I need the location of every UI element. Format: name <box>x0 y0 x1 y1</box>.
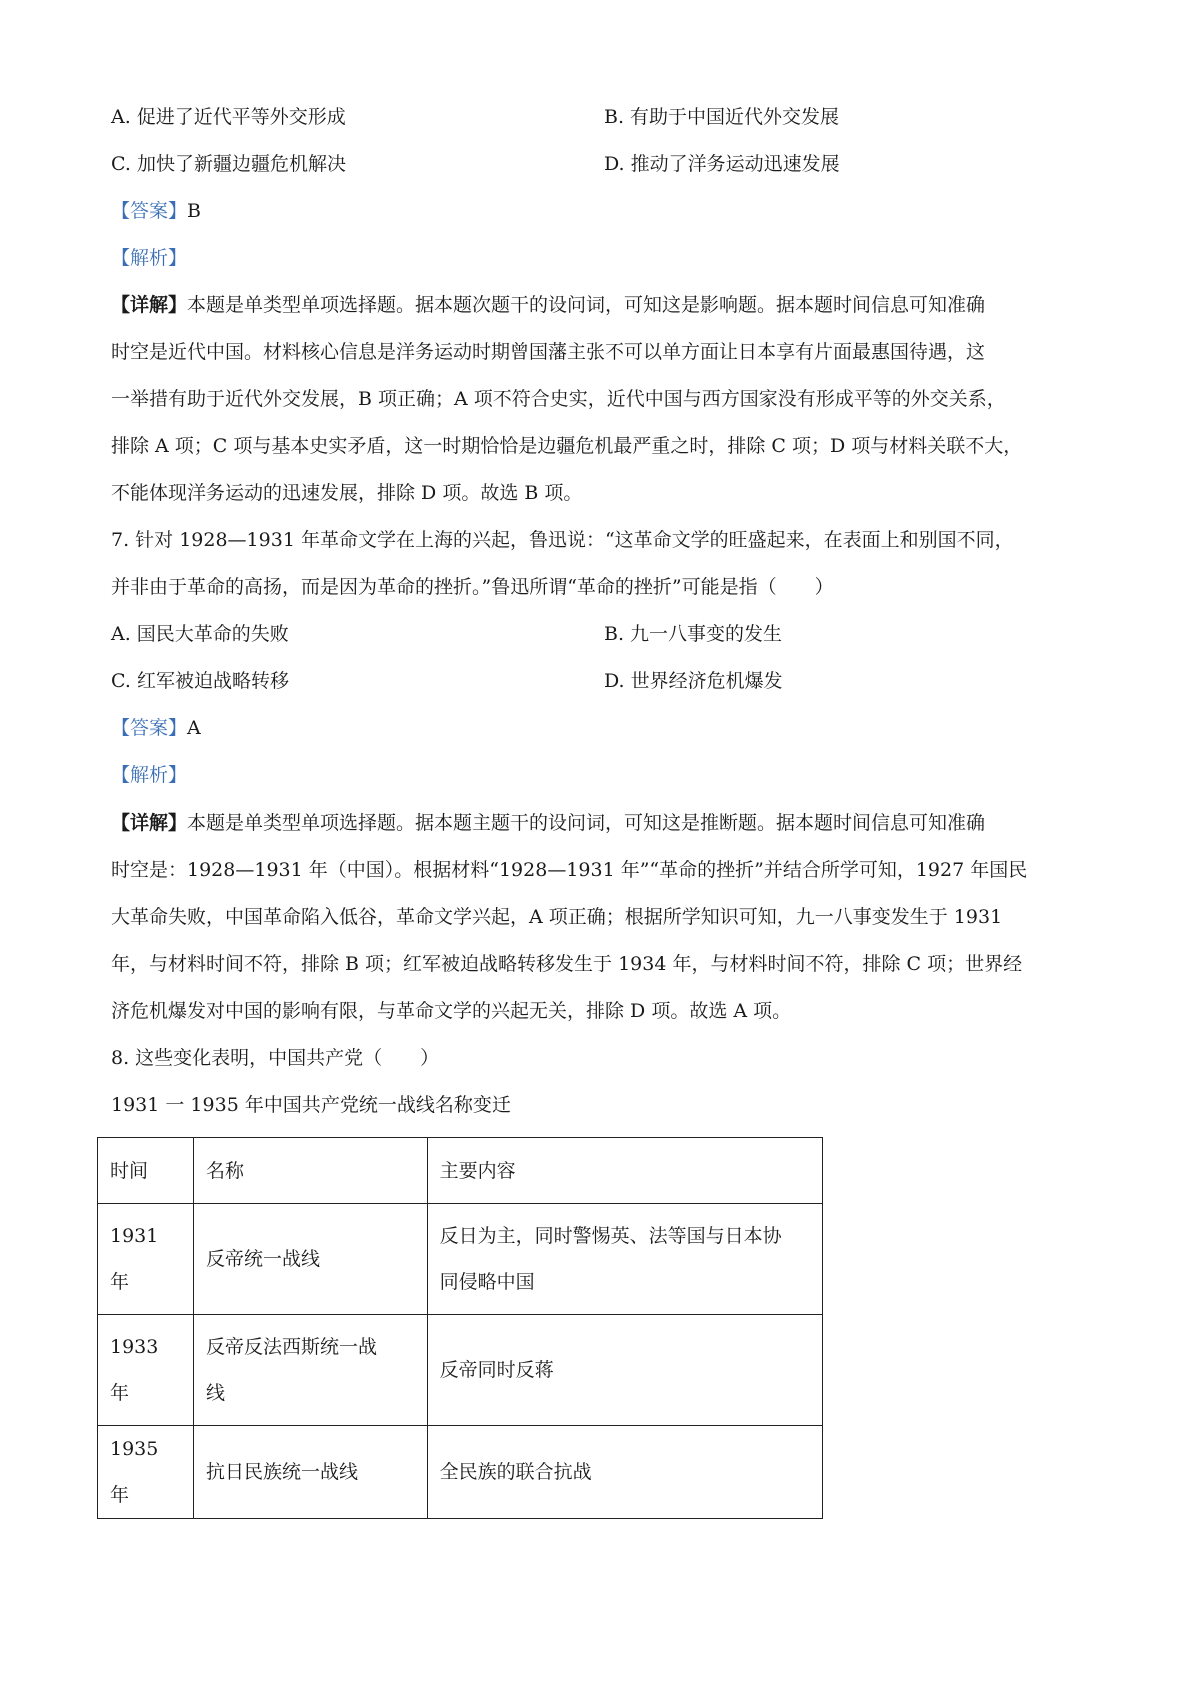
q7-option-d: D. 世界经济危机爆发 <box>604 670 783 692</box>
q6-answer <box>111 196 201 226</box>
answer-value: A <box>187 717 201 739</box>
detail-tag: 【详解】 <box>111 294 188 316</box>
name-line: 反帝反法西斯统一战 <box>205 1336 377 1358</box>
answer-tag: 【答案】 <box>111 200 188 222</box>
table-cell-name <box>193 1315 427 1426</box>
q7-answer <box>111 713 201 743</box>
q7-stem-line-2: 并非由于革命的高扬，而是因为革命的挫折。”鲁迅所谓“革命的挫折”可能是指（ ） <box>111 576 834 598</box>
q6-detail-line-1 <box>111 290 1101 320</box>
q6-detail-line-2: 时空是近代中国。材料核心信息是洋务运动时期曾国藩主张不可以单方面让日本享有片面最惠国待遇，这 <box>111 341 986 363</box>
q8-table-caption: 1931 一 1935 年中国共产党统一战线名称变迁 <box>111 1094 511 1116</box>
q6-analysis-heading <box>111 243 187 273</box>
q6-option-b: B. 有助于中国近代外交发展 <box>604 106 840 128</box>
content-line: 反日为主，同时警惕英、法等国与日本协 <box>439 1225 782 1247</box>
table-cell-time: 1931 年 <box>98 1204 194 1315</box>
detail-text: 本题是单类型单项选择题。据本题次题干的设问词，可知这是影响题。据本题时间信息可知准确 <box>187 294 986 316</box>
content-line: 同侵略中国 <box>439 1271 535 1293</box>
table-header-cell: 主要内容 <box>427 1138 822 1204</box>
table-row <box>98 1426 823 1519</box>
q6-option-c: C. 加快了新疆边疆危机解决 <box>111 153 346 175</box>
q7-detail-line-5: 济危机爆发对中国的影响有限，与革命文学的兴起无关，排除 D 项。故选 A 项。 <box>111 1000 792 1022</box>
q7-analysis-heading <box>111 760 187 790</box>
q7-stem-line-1: 7. 针对 1928—1931 年革命文学在上海的兴起，鲁迅说：“这革命文学的旺盛起来，在表面上和别国不同， <box>111 529 1014 551</box>
q7-detail-line-2: 时空是：1928—1931 年（中国）。根据材料“1928—1931 年”“革命的挫折”并结合所学可知，1927 年国民 <box>111 859 1028 881</box>
q7-detail-line-3: 大革命失败，中国革命陷入低谷，革命文学兴起，A 项正确；根据所学知识可知，九一八事变发生于 1931 <box>111 906 1003 928</box>
q7-option-c: C. 红军被迫战略转移 <box>111 670 289 692</box>
q6-detail-line-3: 一举措有助于近代外交发展，B 项正确；A 项不符合史实，近代中国与西方国家没有形成平等的外交关系， <box>111 388 1006 410</box>
table-row <box>98 1315 823 1426</box>
q6-option-d: D. 推动了洋务运动迅速发展 <box>604 153 840 175</box>
q7-detail-line-4: 年，与材料时间不符，排除 B 项；红军被迫战略转移发生于 1934 年，与材料时间不符，排除 C 项；世界经 <box>111 953 1023 975</box>
table-header-cell: 名称 <box>193 1138 427 1204</box>
answer-tag: 【答案】 <box>111 717 188 739</box>
detail-text: 本题是单类型单项选择题。据本题主题干的设问词，可知这是推断题。据本题时间信息可知准确 <box>187 812 986 834</box>
analysis-tag: 【解析】 <box>111 764 188 786</box>
table-cell-content <box>427 1204 822 1315</box>
table-cell-name: 抗日民族统一战线 <box>193 1426 427 1519</box>
q8-stem: 8. 这些变化表明，中国共产党（ ） <box>111 1047 440 1069</box>
q6-detail-line-5: 不能体现洋务运动的迅速发展，排除 D 项。故选 B 项。 <box>111 482 583 504</box>
name-line: 线 <box>205 1382 225 1404</box>
table-header-cell: 时间 <box>98 1138 194 1204</box>
table-cell-time: 1933 年 <box>98 1315 194 1426</box>
q7-detail-line-1 <box>111 808 1101 838</box>
detail-tag: 【详解】 <box>111 812 188 834</box>
q6-option-a: A. 促进了近代平等外交形成 <box>111 106 346 128</box>
table-cell-content: 全民族的联合抗战 <box>427 1426 822 1519</box>
analysis-tag: 【解析】 <box>111 247 188 269</box>
q7-option-a: A. 国民大革命的失败 <box>111 623 289 645</box>
q6-detail-line-4: 排除 A 项；C 项与基本史实矛盾，这一时期恰恰是边疆危机最严重之时，排除 C 项；D 项与材料关联不大， <box>111 435 1023 457</box>
q7-option-b: B. 九一八事变的发生 <box>604 623 783 645</box>
table-row <box>98 1204 823 1315</box>
table-header-row <box>98 1138 823 1204</box>
answer-value: B <box>187 200 201 222</box>
united-front-table <box>97 1137 823 1519</box>
table-cell-name: 反帝统一战线 <box>193 1204 427 1315</box>
table-cell-time: 1935 年 <box>98 1426 194 1519</box>
table-cell-content: 反帝同时反蒋 <box>427 1315 822 1426</box>
